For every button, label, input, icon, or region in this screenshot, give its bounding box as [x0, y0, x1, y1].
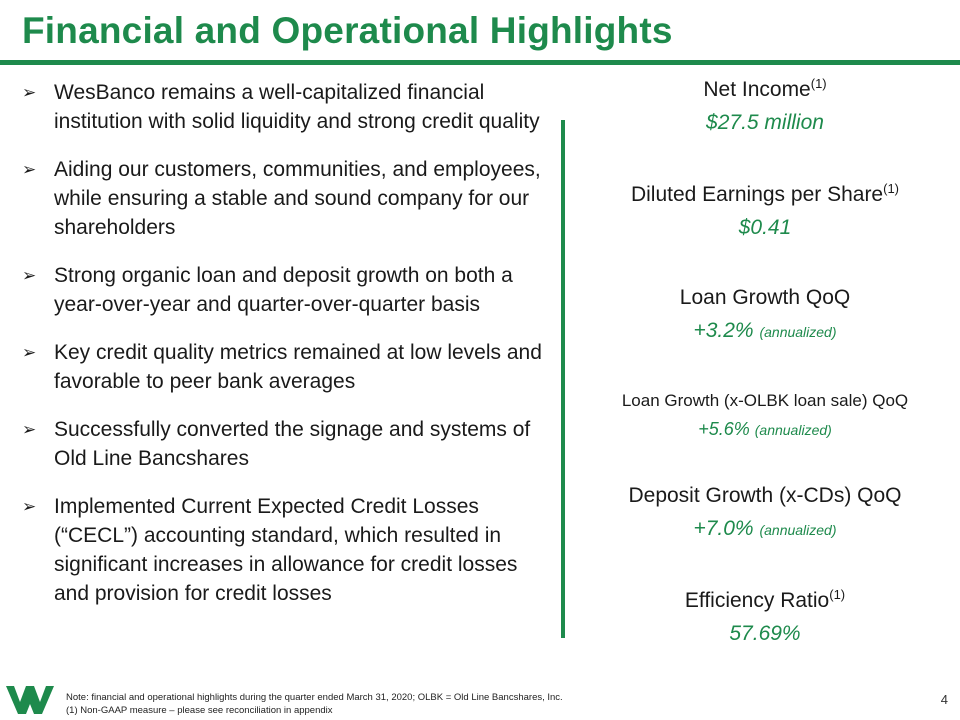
slide-title: Financial and Operational Highlights — [22, 10, 673, 51]
metric-label — [570, 78, 960, 102]
title-divider — [0, 60, 960, 65]
metric-qualifier: (annualized) — [759, 324, 837, 340]
metric-label-text: Diluted Earnings per Share — [630, 183, 884, 206]
arrow-bullet-icon: ➢ — [22, 420, 37, 439]
metric-value-text: $0.41 — [738, 216, 792, 239]
metric-qualifier: (annualized) — [759, 522, 837, 538]
metric-value-text: +5.6% — [698, 419, 750, 439]
wesbanco-w-logo-icon — [4, 680, 58, 718]
page-number: 4 — [940, 692, 948, 707]
metric-value-text: $27.5 million — [706, 111, 824, 134]
metric-label-text: Deposit Growth (x-CDs) QoQ — [628, 484, 902, 507]
footnote-marker: (1) — [829, 587, 846, 602]
metric-efficiency-ratio — [570, 589, 960, 646]
arrow-bullet-icon: ➢ — [22, 497, 37, 516]
metric-label-text: Loan Growth (x-OLBK loan sale) QoQ — [621, 391, 909, 410]
metric-value-text: +3.2% — [693, 319, 754, 342]
metric-value — [570, 517, 960, 541]
metric-deposit-growth — [570, 484, 960, 541]
list-item — [22, 492, 552, 608]
footnote-marker: (1) — [883, 181, 900, 196]
list-item — [22, 338, 552, 396]
arrow-bullet-icon: ➢ — [22, 160, 37, 179]
metric-value — [570, 216, 960, 240]
metric-diluted-eps — [570, 183, 960, 240]
metric-value-text: +7.0% — [693, 517, 754, 540]
list-item — [22, 155, 552, 242]
arrow-bullet-icon: ➢ — [22, 266, 37, 285]
metric-label — [570, 589, 960, 613]
metric-qualifier: (annualized) — [754, 422, 832, 438]
list-item — [22, 78, 552, 136]
list-item — [22, 415, 552, 473]
bullet-text: Key credit quality metrics remained at low levels and favorable to peer bank averages — [54, 341, 542, 393]
metric-label — [570, 286, 960, 310]
metric-label-text: Loan Growth QoQ — [679, 286, 851, 309]
metric-label-text: Efficiency Ratio — [684, 589, 830, 612]
arrow-bullet-icon: ➢ — [22, 343, 37, 362]
metric-loan-growth — [570, 286, 960, 343]
bullet-text: Strong organic loan and deposit growth on both a year-over-year and quarter-over-quarter basis — [54, 264, 513, 316]
metric-label — [570, 183, 960, 207]
metric-label — [570, 484, 960, 508]
bullet-text: WesBanco remains a well-capitalized financial institution with solid liquidity and strong credit quality — [54, 81, 540, 133]
metric-value — [570, 111, 960, 135]
metric-value — [570, 622, 960, 646]
highlights-list — [22, 78, 552, 627]
metrics-divider — [561, 120, 565, 638]
metric-net-income — [570, 78, 960, 135]
footer-footnote: (1) Non-GAAP measure – please see reconciliation in appendix — [66, 705, 333, 716]
metric-label-text: Net Income — [703, 78, 811, 101]
bullet-text: Implemented Current Expected Credit Losses (“CECL”) accounting standard, which resulted in significant increases in allowance for credit losses and provision for credit losses — [54, 495, 518, 605]
footer-notes — [66, 691, 563, 717]
metric-value-text: 57.69% — [729, 622, 801, 645]
metric-value — [570, 419, 960, 440]
metric-value — [570, 319, 960, 343]
metric-label — [570, 391, 960, 411]
arrow-bullet-icon: ➢ — [22, 83, 37, 102]
bullet-text: Aiding our customers, communities, and employees, while ensuring a stable and sound company for our shareholders — [54, 158, 541, 239]
footnote-marker: (1) — [810, 76, 827, 91]
footer-note: Note: financial and operational highlights during the quarter ended March 31, 2020; OLBK = Old Line Bancshares, Inc. — [66, 692, 563, 703]
metric-loan-growth-x-olbk — [570, 391, 960, 440]
list-item — [22, 261, 552, 319]
bullet-text: Successfully converted the signage and systems of Old Line Bancshares — [54, 418, 531, 470]
